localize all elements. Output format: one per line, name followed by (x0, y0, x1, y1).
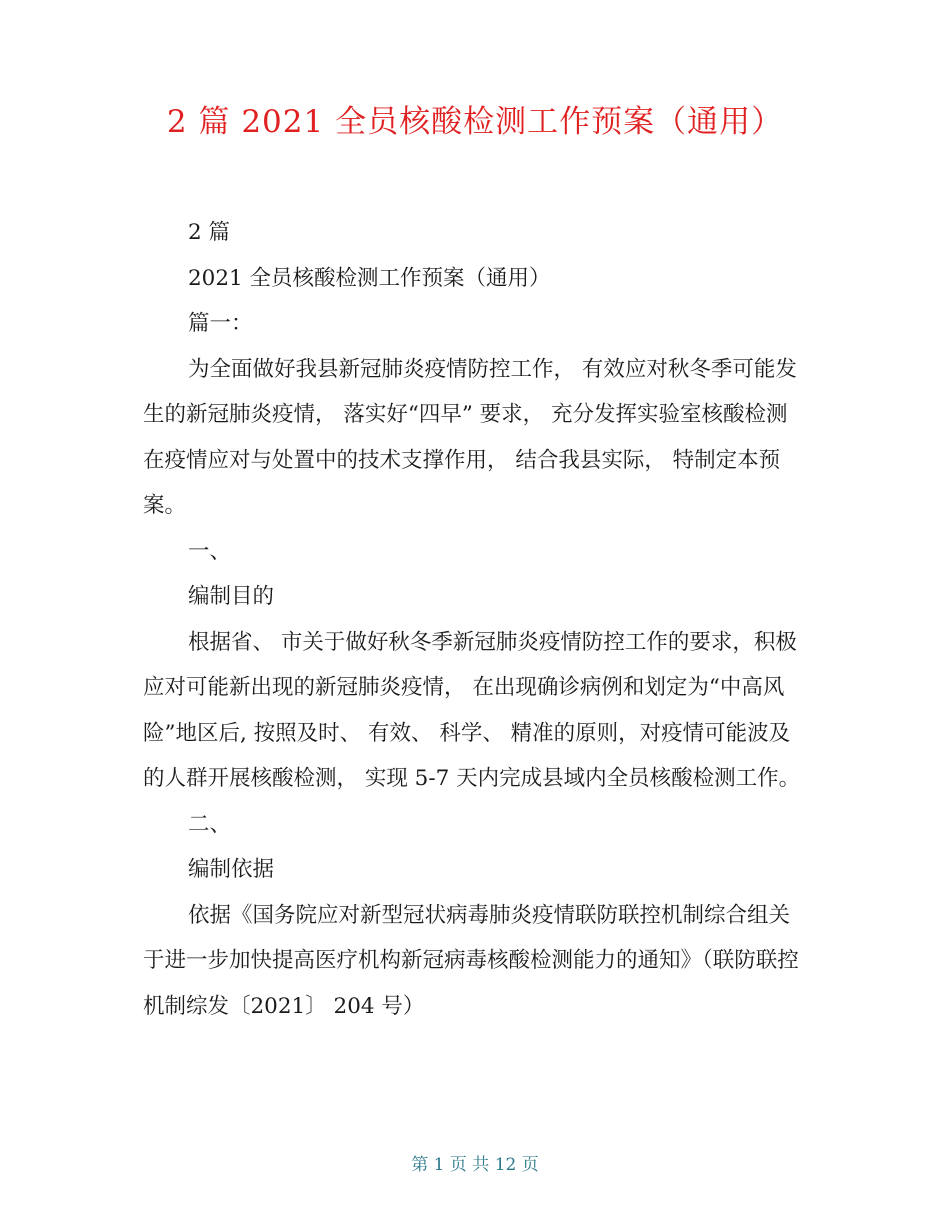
paragraph: 2021 全员核酸检测工作预案（通用） (188, 265, 551, 291)
section-number: 一、 (188, 538, 232, 564)
section-number: 二、 (188, 811, 232, 837)
section-heading: 编制目的 (188, 584, 275, 609)
paragraph: 篇一： (188, 311, 253, 336)
paragraph: 依据《国务院应对新型冠状病毒肺炎疫情联防联控机制综合组关于进一步加快提高医疗机构新冠病毒核酸检测能力的通知》（联防联控机制综发〔2021〕 204 号） (143, 902, 799, 1019)
paragraph: 根据省、 市关于做好秋冬季新冠肺炎疫情防控工作的要求，积极应对可能新出现的新冠肺炎疫情， 在出现确诊病例和划定为“中高风险”地区后, 按照及时、 有效、 科学、 精准的原则，对疫情可能波及的人群开展核酸检测， 实现 5-7 天内完成县域内全员核酸检测工作。 (143, 629, 801, 791)
page-footer: 第 1 页 共 12 页 (411, 1155, 539, 1175)
document-title: 2 篇 2021 全员核酸检测工作预案（通用） (166, 104, 784, 140)
document-body (143, 210, 808, 1029)
paragraph: 为全面做好我县新冠肺炎疫情防控工作， 有效应对秋冬季可能发生的新冠肺炎疫情， 落实好“四早” 要求， 充分发挥实验室核酸检测在疫情应对与处置中的技术支撑作用， 结合我县实际， 特制定本预案。 (143, 356, 797, 518)
paragraph: 2 篇 (188, 220, 231, 245)
section-heading: 编制依据 (188, 857, 275, 882)
